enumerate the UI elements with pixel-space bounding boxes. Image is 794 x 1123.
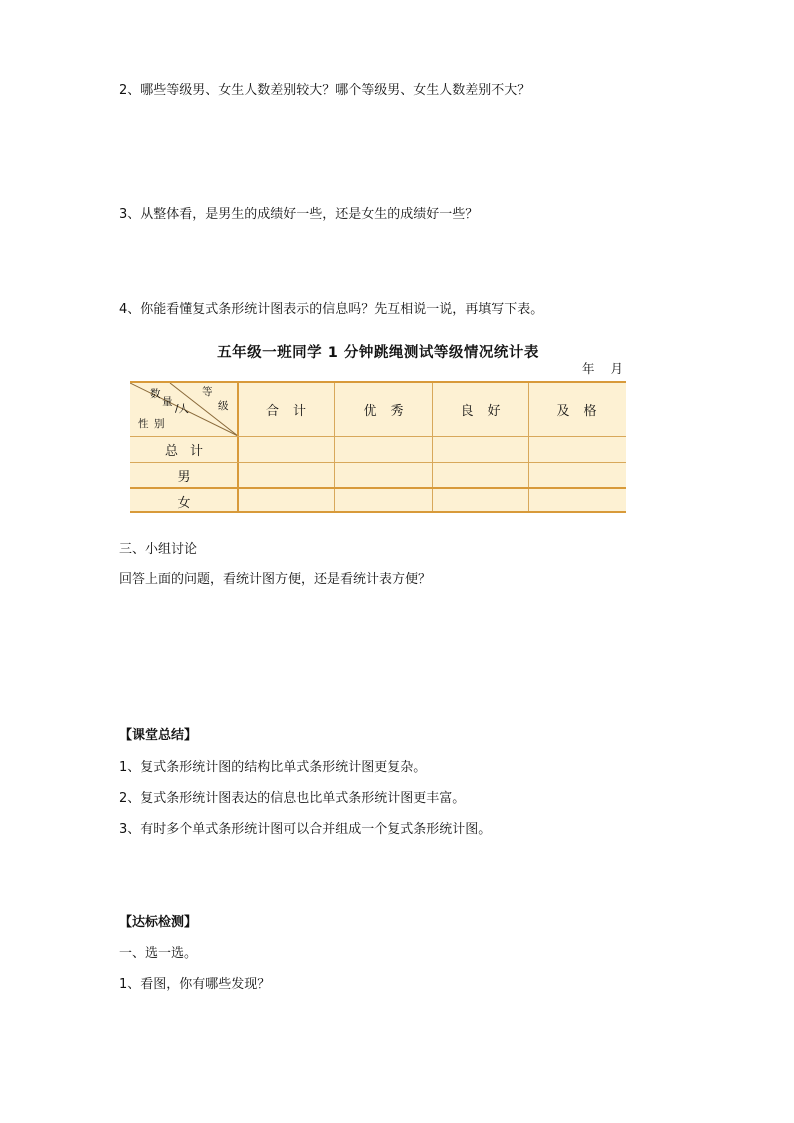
col-header-pass: 及格 [556, 404, 611, 419]
corner-word: 量 [162, 396, 173, 408]
summary-heading: 【课堂总结】 [119, 728, 198, 743]
row-label-male: 男 [177, 469, 203, 485]
corner-word: 别 [154, 418, 165, 430]
col-header-excellent: 优秀 [363, 404, 418, 419]
question-4: 4、你能看懂复式条形统计图表示的信息吗？先互相说一说，再填写下表。 [119, 302, 544, 317]
check-section: 一、选一选。 [119, 946, 198, 961]
statistics-table [130, 381, 626, 513]
group-heading: 三、小组讨论 [119, 542, 198, 557]
summary-item: 1、复式条形统计图的结构比单式条形统计图更复杂。 [119, 760, 427, 775]
group-question: 回答上面的问题，看统计图方便，还是看统计表方便？ [119, 572, 432, 587]
summary-item: 2、复式条形统计图表达的信息也比单式条形统计图更丰富。 [119, 791, 466, 806]
corner-word: 等 [202, 386, 213, 398]
table-title: 五年级一班同学 1 分钟跳绳测试等级情况统计表 [217, 345, 539, 361]
corner-word: 数 [150, 388, 161, 400]
question-3: 3、从整体看，是男生的成绩好一些，还是女生的成绩好一些？ [119, 207, 479, 222]
check-question-1: 1、看图，你有哪些发现？ [119, 977, 271, 992]
check-heading: 【达标检测】 [119, 915, 198, 930]
summary-item: 3、有时多个单式条形统计图可以合并组成一个复式条形统计图。 [119, 822, 492, 837]
row-label-total: 总计 [164, 444, 215, 459]
col-header-total: 合计 [265, 404, 320, 419]
table-date: 年 月 [582, 361, 623, 376]
row-label-female: 女 [177, 495, 203, 511]
question-2: 2、哪些等级男、女生人数差别较大？哪个等级男、女生人数差别不大？ [119, 83, 531, 98]
col-header-good: 良好 [460, 404, 515, 419]
corner-word: 性 [138, 418, 149, 430]
corner-word: 级 [218, 400, 229, 412]
corner-word: /人 [175, 403, 190, 415]
